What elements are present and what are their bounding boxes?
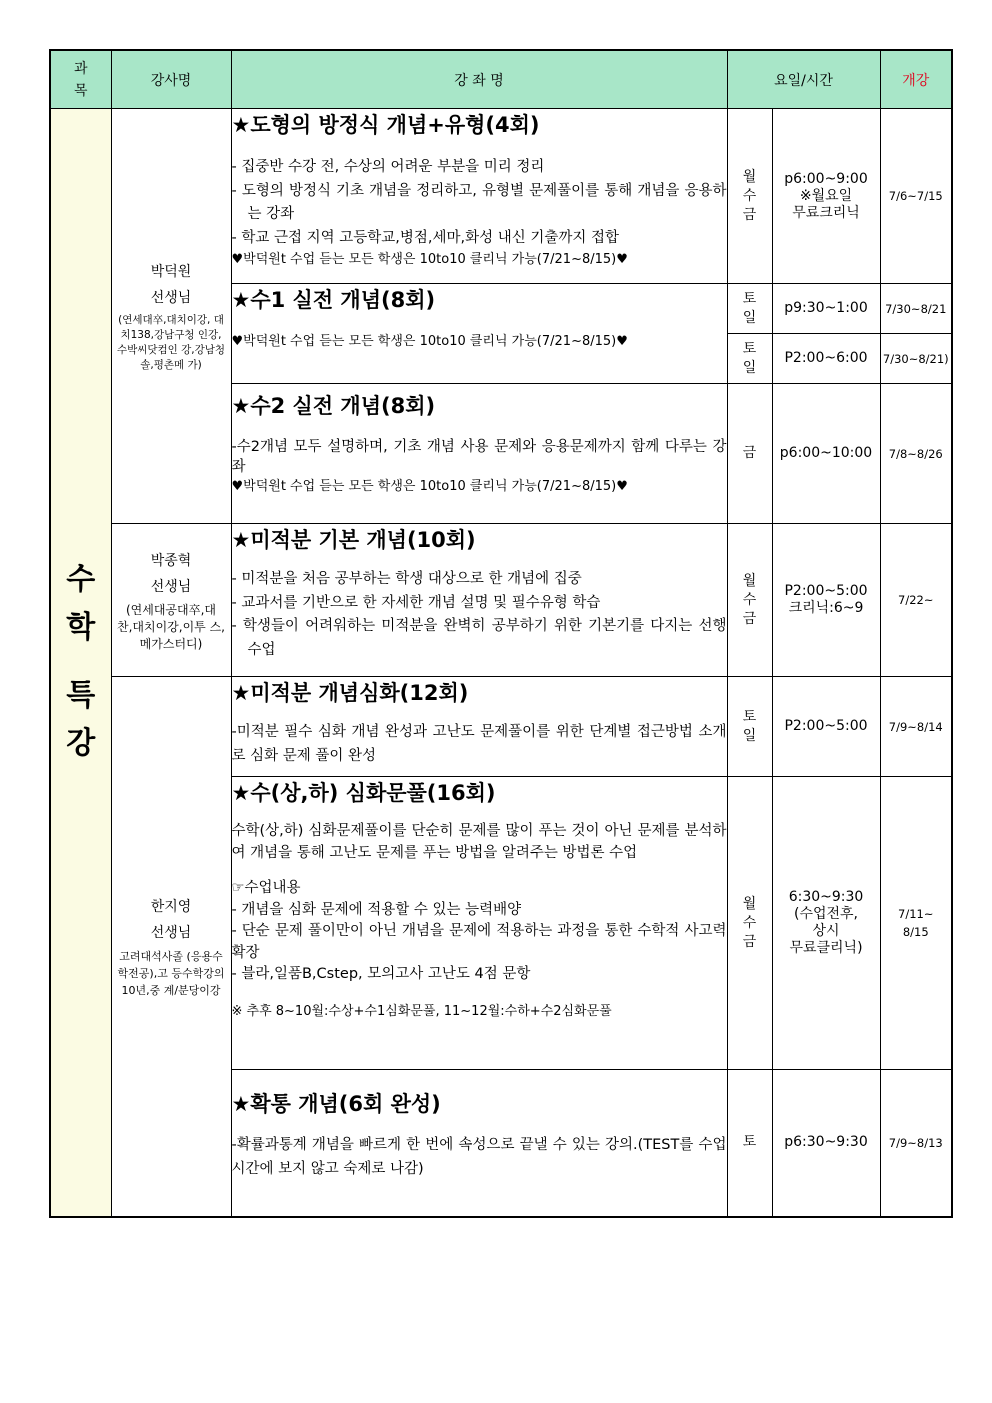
course-line: -미적분 필수 심화 개념 완성과 고난도 문제풀이를 위한 단계별 접근방법 소개로 심화 문제 풀이 완성 (231, 724, 727, 764)
course-cell (231, 777, 727, 1070)
course-days: 월 수 금 (727, 524, 772, 677)
course-line: - 학교 근접 지역 고등학교,병점,세마,화성 내신 기출까지 접합 (231, 229, 619, 246)
course-line: -수2개념 모두 설명하며, 기초 개념 사용 문제와 응용문제까지 함께 다루는 강좌 (231, 439, 727, 475)
course-time: P2:00~5:00 크리닉:6~9 (772, 524, 880, 677)
course-clinic-note: ♥박덕원t 수업 듣는 모든 학생은 10to10 클리닉 가능(7/21~8/15)♥ (231, 252, 628, 267)
course-section-heading: ☞수업내용 (231, 880, 301, 896)
teacher-bio: (연세대공대卒,대 찬,대치이강,이투 스,메가스터디) (117, 602, 225, 651)
course-title: ★수1 실전 개념(8회) (231, 288, 436, 312)
subject-label: 수 학 특 강 (50, 109, 111, 1217)
course-cell (231, 524, 727, 677)
course-line: - 미적분을 처음 공부하는 학생 대상으로 한 개념에 집중 (231, 571, 582, 587)
course-open-date: 7/9~8/13 (880, 1070, 952, 1217)
header-subject: 과 목 (50, 50, 111, 109)
teacher-name: 한지영 (150, 898, 192, 915)
course-time: p9:30~1:00 (772, 284, 880, 334)
course-time: P2:00~6:00 (772, 334, 880, 384)
course-line: -확률과통계 개념을 빠르게 한 번에 속성으로 끝낼 수 있는 강의.(TEST를 수업시간에 보지 않고 숙제로 나감) (231, 1137, 727, 1177)
course-days: 토 (727, 1070, 772, 1217)
teacher-name: 박종혁 (150, 552, 192, 569)
course-line: - 교과서를 기반으로 한 자세한 개념 설명 및 필수유형 학습 (231, 594, 601, 611)
course-title: ★미적분 개념심화(12회) (231, 681, 469, 705)
teacher-title: 선생님 (150, 924, 192, 941)
header-open: 개강 (880, 50, 952, 109)
course-days: 토 일 (727, 334, 772, 384)
course-line: - 집중반 수강 전, 수상의 어려운 부분을 미리 정리 (231, 159, 545, 175)
course-days: 토 일 (727, 284, 772, 334)
teacher-bio: (연세대卒,대치이강, 대치138,강남구청 인강,수박씨닷컴인 강,강남청솔,평촌메 가) (116, 314, 226, 371)
course-time: 6:30~9:30 (수업전후, 상시 무료클리닉) (772, 777, 880, 1070)
header-row (50, 50, 952, 109)
course-days: 금 (727, 384, 772, 524)
course-days: 월 수 금 (727, 777, 772, 1070)
course-cell (231, 677, 727, 777)
course-clinic-note: ♥박덕원t 수업 듣는 모든 학생은 10to10 클리닉 가능(7/21~8/15)♥ (231, 479, 628, 494)
course-days: 토 일 (727, 677, 772, 777)
course-title: ★수2 실전 개념(8회) (231, 394, 436, 418)
course-note: ※ 추후 8~10월:수상+수1심화문풀, 11~12월:수하+수2심화문풀 (231, 1003, 612, 1019)
course-open-date: 7/6~7/15 (880, 109, 952, 284)
course-cell (231, 1070, 727, 1217)
teacher-title: 선생님 (150, 290, 192, 306)
teacher-cell (111, 109, 231, 524)
course-open-date: 7/30~8/21 (880, 284, 952, 334)
teacher-name: 박덕원 (150, 264, 192, 280)
course-days: 월 수 금 (727, 109, 772, 284)
course-open-date: 7/11~ 8/15 (880, 777, 952, 1070)
course-open-date: 7/30~8/21) (880, 334, 952, 384)
course-clinic-note: ♥박덕원t 수업 듣는 모든 학생은 10to10 클리닉 가능(7/21~8/15)♥ (231, 334, 628, 349)
course-row (50, 109, 952, 284)
course-cell (231, 384, 727, 524)
header-course: 강 좌 명 (231, 50, 727, 109)
teacher-cell (111, 677, 231, 1217)
course-time: P2:00~5:00 (772, 677, 880, 777)
schedule-table (49, 49, 953, 1218)
course-time: p6:30~9:30 (772, 1070, 880, 1217)
course-line: - 도형의 방정식 기초 개념을 정리하고, 유형별 문제풀이를 통해 개념을 응용하는 강좌 (231, 182, 727, 222)
course-row (50, 677, 952, 777)
course-title: ★도형의 방정식 개념+유형(4회) (231, 113, 540, 137)
course-line: - 블라,일품B,Cstep, 모의고사 고난도 4점 문항 (231, 966, 531, 982)
header-schedule: 요일/시간 (727, 50, 880, 109)
course-title: ★미적분 기본 개념(10회) (231, 528, 476, 552)
course-title: ★수(상,하) 심화문풀(16회) (231, 781, 496, 805)
header-teacher: 강사명 (111, 50, 231, 109)
course-intro: 수학(상,하) 심화문제풀이를 단순히 문제를 많이 푸는 것이 아닌 문제를 분석하여 개념을 통해 고난도 문제를 푸는 방법을 알려주는 방법론 수업 (231, 823, 727, 861)
course-line: - 단순 문제 풀이만이 아닌 개념을 문제에 적용하는 과정을 통한 수학적 사고력 확장 (231, 923, 727, 961)
course-title: ★확통 개념(6회 완성) (231, 1092, 441, 1116)
teacher-bio: 고려대석사졸 (응용수학전공),고 등수학강의10년,중 계/분당이강 (117, 949, 225, 997)
course-line: - 개념을 심화 문제에 적용할 수 있는 능력배양 (231, 901, 522, 918)
teacher-title: 선생님 (150, 578, 192, 595)
course-open-date: 7/22~ (880, 524, 952, 677)
course-cell (231, 284, 727, 384)
course-line: - 학생들이 어려워하는 미적분을 완벽히 공부하기 위한 기본기를 다지는 선행 수업 (231, 618, 727, 658)
course-open-date: 7/8~8/26 (880, 384, 952, 524)
course-time: p6:00~9:00 ※월요일 무료크리닉 (772, 109, 880, 284)
teacher-cell (111, 524, 231, 677)
course-row (50, 524, 952, 677)
course-open-date: 7/9~8/14 (880, 677, 952, 777)
course-time: p6:00~10:00 (772, 384, 880, 524)
course-cell (231, 109, 727, 284)
